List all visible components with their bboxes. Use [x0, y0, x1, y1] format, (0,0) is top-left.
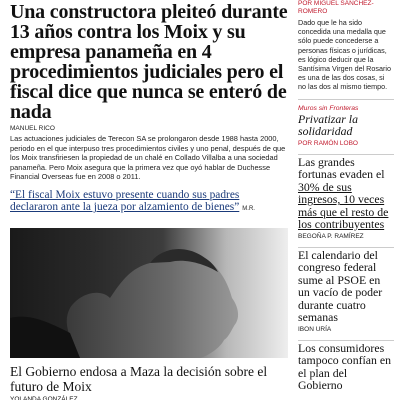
related-quote-link[interactable]: “El fiscal Moix estuvo presente cuando sus padres declararon ante la jueza por alzamiento de bienes”	[10, 188, 240, 214]
sidebar-story-1-headline-a[interactable]: Las grandes fortunas evaden el	[298, 154, 385, 182]
secondary-headline[interactable]: El Gobierno endosa a Maza la decisión sobre el futuro de Moix	[10, 363, 268, 394]
sidebar-story-1-headline[interactable]	[292, 156, 400, 231]
profile-portrait	[10, 228, 288, 358]
column-author-prefix: POR	[298, 139, 313, 147]
opinion-author-prefix: POR	[298, 0, 313, 7]
sidebar-story-2-headline[interactable]: El calendario del congreso federal sume al PSOE en un vacío de poder durante cuatro semanas	[298, 247, 383, 325]
opinion-block	[292, 0, 400, 92]
sidebar	[292, 0, 400, 400]
opinion-author-line[interactable]	[298, 0, 394, 16]
related-quote	[10, 189, 288, 216]
divider	[298, 99, 394, 100]
sidebar-story-2-byline[interactable]: IBON URÍA	[298, 325, 332, 333]
opinion-author[interactable]: MIGUEL SÁNCHEZ-ROMERO	[298, 0, 374, 15]
lead-byline[interactable]: MANUEL RICO	[10, 125, 55, 132]
related-quote-author: M.R.	[242, 206, 255, 213]
column-title[interactable]: Privatizar la solidaridad	[298, 111, 358, 139]
opinion-text: Dado que le ha sido concedida una medalla que sólo puede concederse a personas físicas o jurídicas, es lógico deducir que la Santísima Virgen del Rosario es una de las dos cosas, si no las dos al mismo tiempo.	[298, 18, 391, 92]
column-author[interactable]: RAMÓN LOBO	[313, 139, 358, 147]
secondary-byline[interactable]: YOLANDA GONZÁLEZ	[10, 395, 78, 400]
main-column	[10, 0, 288, 400]
sidebar-story-1-byline[interactable]: BEGOÑA P. RAMÍREZ	[298, 232, 364, 240]
section-label[interactable]: Muros sin Fronteras	[298, 104, 359, 112]
lead-headline[interactable]: Una constructora pleiteó durante 13 años contra los Moix y su empresa panameña en 4 procedimientos judiciales pero el fiscal dice que nunca se enteró de nada	[10, 1, 288, 123]
lead-photo[interactable]	[10, 228, 288, 358]
lead-summary: Las actuaciones judiciales de Terecon SA se prolongaron desde 1988 hasta 2000, periodo en el que interpuso tres procedimientos civiles y uno penal, después de que los Moix transfiriesen la propiedad de un chalé en Collado Villalba a una sociedad panameña. Pero Moix asegura que la primera vez que oyó hablar de Duchesse Financial Overseas fue en 2008 o 2011.	[10, 134, 286, 182]
sidebar-story-3-headline[interactable]: Los consumidores tampoco confían en el plan del Gobierno	[298, 340, 392, 393]
sidebar-story-1-headline-b[interactable]: 30% de sus ingresos, 10 veces más que el resto de los contribuyentes	[298, 179, 389, 232]
column-author-line[interactable]	[292, 140, 400, 147]
